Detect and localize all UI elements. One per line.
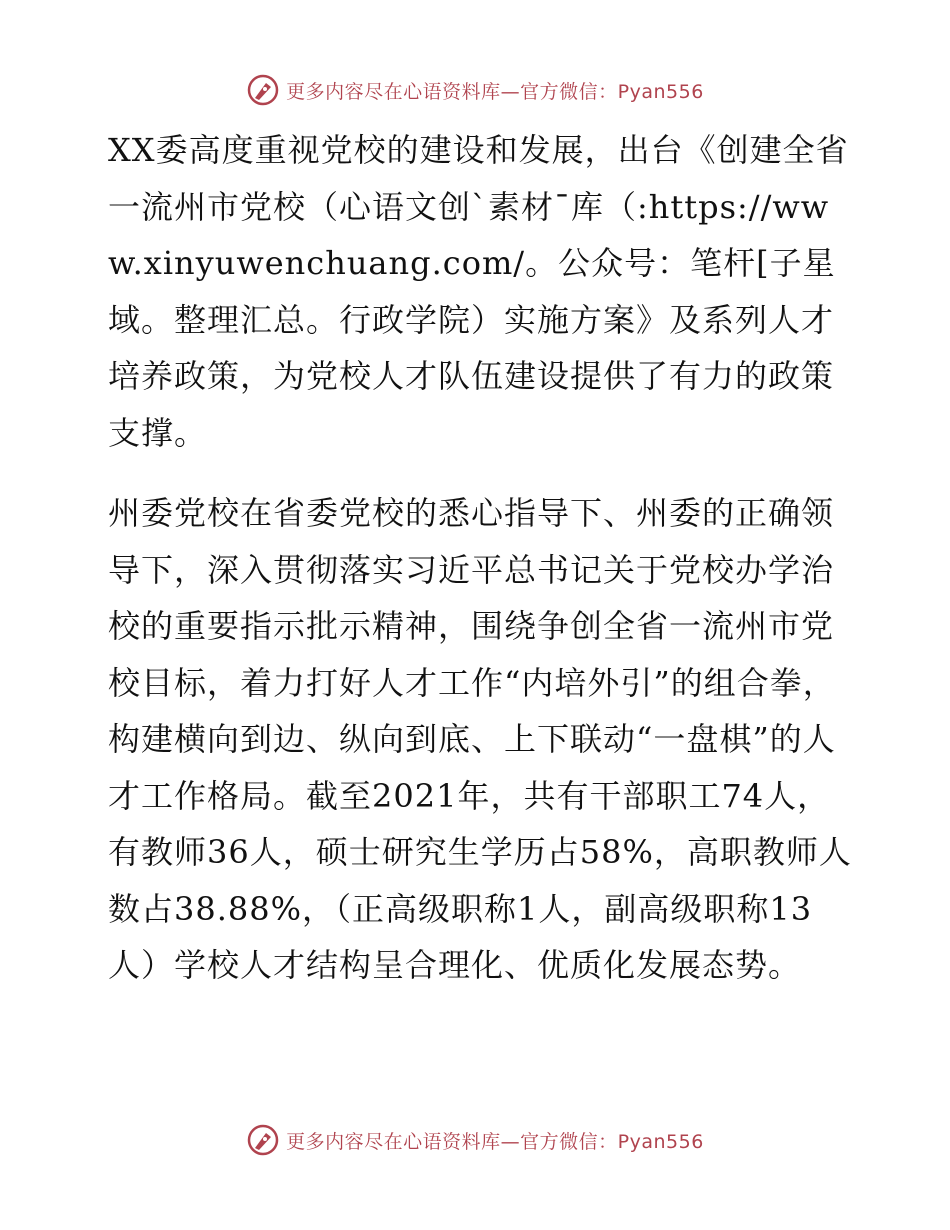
- paragraph-2: 州委党校在省委党校的悉心指导下、州委的正确领导下，深入贯彻落实习近平总书记关于党校办学治校的重要指示批示精神，围绕争创全省一流州市党校目标，着力打好人才工作“内培外引”的组合拳，构建横向到边、纵向到底、上下联动“一盘棋”的人才工作格局。截至2021年，共有干部职工74人，有教师36人，硕士研究生学历占58%，高职教师人数占38.88%，（正高级职称1人，副高级职称13人）学校人才结构呈合理化、优质化发展态势。: [108, 494, 852, 984]
- footer-banner: [0, 1118, 950, 1162]
- banner-text: 更多内容尽在心语资料库—官方微信：Pyan556: [286, 1130, 704, 1153]
- header-banner: [0, 68, 950, 112]
- banner-text: 更多内容尽在心语资料库—官方微信：Pyan556: [286, 80, 704, 103]
- pen-nib-logo-icon: [246, 1123, 280, 1157]
- paragraph-1: XX委高度重视党校的建设和发展，出台《创建全省一流州市党校（心语文创`素材¯库（:https://www.xinyuwenchuang.com/。公众号：笔杆[子星域。整理汇总。行政学院）实施方案》及系列人才培养政策，为党校人才队伍建设提供了有力的政策支撑。: [108, 131, 849, 452]
- pen-nib-logo-icon: [246, 73, 280, 107]
- document-body: [98, 122, 858, 1018]
